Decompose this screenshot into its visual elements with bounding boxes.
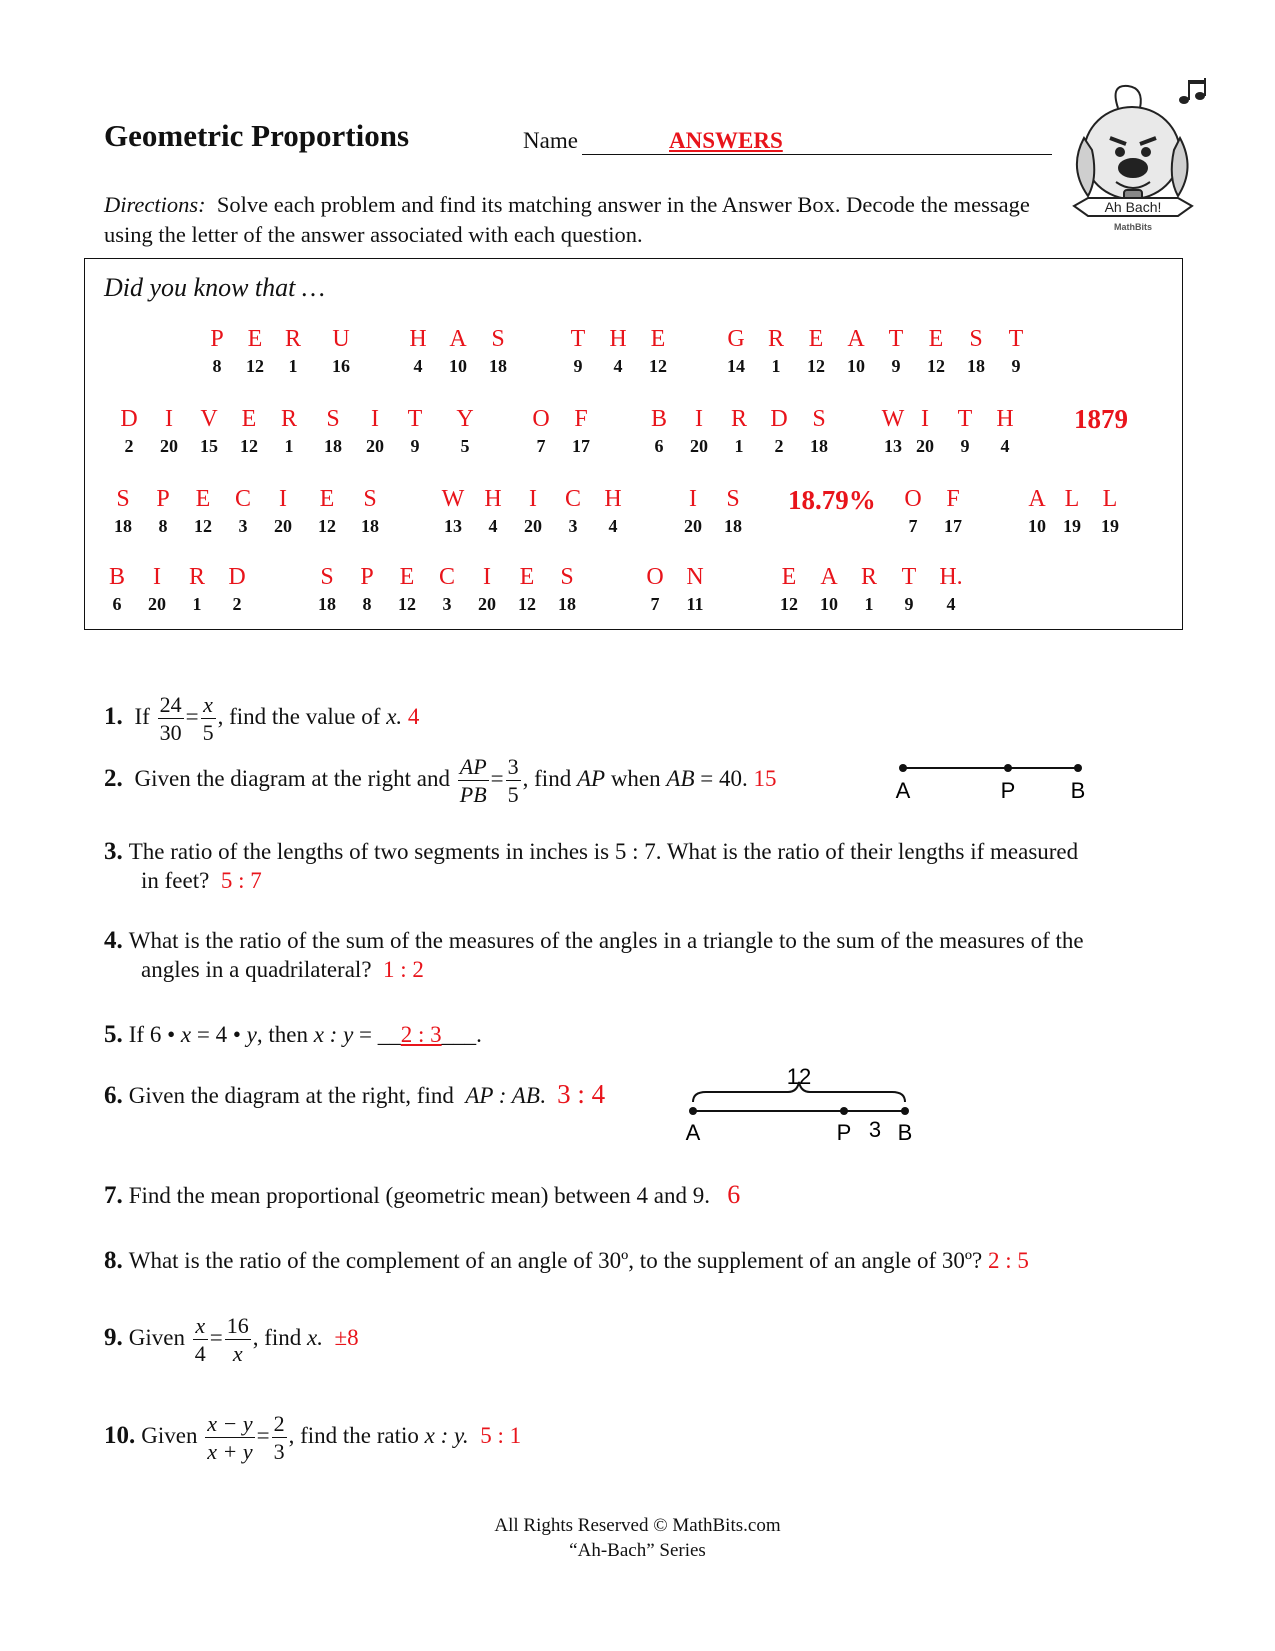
page-title: Geometric Proportions xyxy=(104,118,410,153)
decoder-letter: L xyxy=(1102,486,1118,512)
decoder-letter: S xyxy=(320,564,334,590)
decoder-letter: O xyxy=(532,406,550,432)
decoder-letter: E xyxy=(399,564,415,590)
answer-1: 4 xyxy=(407,703,420,729)
decoder-number: 1 xyxy=(734,436,744,456)
directions-label: Directions: xyxy=(104,192,206,217)
name-field[interactable] xyxy=(582,124,1052,155)
decoder-number: 7 xyxy=(908,516,918,536)
decoder-number: 9 xyxy=(573,356,583,376)
decoder-number: 1 xyxy=(864,594,874,614)
decoder-number: 4 xyxy=(608,516,618,536)
decoder-number: 9 xyxy=(410,436,420,456)
decoder-number: 18 xyxy=(489,356,507,376)
name-value: ANSWERS xyxy=(669,128,783,153)
decoder-number: 3 xyxy=(238,516,248,536)
decoder-letter: T xyxy=(901,564,917,590)
name-label: Name xyxy=(523,128,578,153)
copyright: All Rights Reserved © MathBits.com xyxy=(494,1515,781,1536)
decoder-number: 8 xyxy=(212,356,222,376)
decoder-number: 18 xyxy=(324,436,342,456)
decoder-number: 18 xyxy=(318,594,336,614)
decoder-number: 15 xyxy=(200,436,218,456)
decoder-letter: E xyxy=(241,406,257,432)
decoder-number: 6 xyxy=(654,436,664,456)
decoder-number: 7 xyxy=(650,594,660,614)
decoder-letter: I xyxy=(689,486,697,512)
answer-box-heading: Did you know that … xyxy=(104,273,325,302)
decoder-number: 13 xyxy=(884,436,902,456)
decoder-letter: A xyxy=(820,564,838,590)
decoder-number: 9 xyxy=(1011,356,1021,376)
fraction: $\frac{16}{x}$ xyxy=(226,1313,249,1366)
percent-18-79: 18.79% xyxy=(788,485,876,515)
decoder-number: 20 xyxy=(916,436,934,456)
decoder-number: 4 xyxy=(1000,436,1010,456)
decoder-number: 16 xyxy=(332,356,350,376)
decoder-letter: T xyxy=(888,326,904,352)
decoder-number: 20 xyxy=(148,594,166,614)
answer-4: 1 : 2 xyxy=(383,957,424,982)
question-10: 10. Given $\frac{x - y}{x + y}$ = $\frac{2}{3}$ , find the ratio x : y. 5 : 1 xyxy=(104,1411,522,1464)
decoder-letter: S xyxy=(726,486,740,512)
decoder-number: 10 xyxy=(820,594,838,614)
decoder-number: 20 xyxy=(160,436,178,456)
decoder-number: 13 xyxy=(444,516,462,536)
decoder-number: 5 xyxy=(460,436,470,456)
decoder-letter: T xyxy=(957,406,973,432)
decoder-number: 10 xyxy=(1028,516,1046,536)
decoder-number: 12 xyxy=(318,516,336,536)
decoder-letter: H xyxy=(604,486,622,512)
decoder-number: 17 xyxy=(944,516,962,536)
point-a-label: A xyxy=(895,778,911,803)
fraction: $\frac{AP}{PB}$ xyxy=(459,754,487,807)
decoder-number: 12 xyxy=(927,356,945,376)
point-b-label: B xyxy=(897,1120,913,1145)
decoder-letter: D xyxy=(228,564,246,590)
decoder-letter: U xyxy=(332,326,350,352)
point-b-label: B xyxy=(1070,778,1086,803)
decoder-letter: F xyxy=(946,486,960,512)
decoder-letter: I xyxy=(921,406,929,432)
decoder-letter: F xyxy=(574,406,588,432)
question-8: 8. What is the ratio of the complement of an angle of 30º, to the supplement of an angle of 30º? 2 : 5 xyxy=(104,1247,1029,1274)
decoder-letter: E xyxy=(519,564,535,590)
decoder-letter: T xyxy=(570,326,586,352)
decoder-number: 8 xyxy=(158,516,168,536)
decoder-letter: S xyxy=(491,326,505,352)
decoder-letter: C xyxy=(564,486,581,512)
decoder-number: 20 xyxy=(274,516,292,536)
decoder-number: 14 xyxy=(727,356,745,376)
decoder-letter: I xyxy=(529,486,537,512)
decoder-number: 18 xyxy=(114,516,132,536)
answer-2: 15 xyxy=(753,765,777,791)
decoder-number: 1 xyxy=(288,356,298,376)
decoder-letter: B xyxy=(650,406,667,432)
answer-5: 2 : 3 xyxy=(400,1022,442,1047)
decoder-letter: S xyxy=(116,486,130,512)
question-2: 2. Given the diagram at the right and $\frac{AP}{PB}$ = $\frac{3}{5}$ , find AP when AB = 40. 15 xyxy=(104,754,777,807)
decoder-number: 19 xyxy=(1101,516,1119,536)
decoder-number: 9 xyxy=(891,356,901,376)
decoder-number: 4 xyxy=(413,356,423,376)
decoder-number: 20 xyxy=(684,516,702,536)
logo-text: Ah Bach! xyxy=(1104,199,1162,215)
decoder-number: 20 xyxy=(366,436,384,456)
decoder-letter: I xyxy=(153,564,161,590)
decoder-number: 1 xyxy=(771,356,781,376)
decoder-letter: C xyxy=(234,486,251,512)
decoder-number: 10 xyxy=(449,356,467,376)
decoder-letter: T xyxy=(407,406,423,432)
fraction: $\frac{2}{3}$ xyxy=(273,1411,285,1464)
decoder-letter: G xyxy=(727,326,745,352)
decoder-letter: V xyxy=(200,406,218,432)
point-a-label: A xyxy=(685,1120,701,1145)
decoder-letter: P xyxy=(360,564,374,590)
fraction: $\frac{x - y}{x + y}$ xyxy=(207,1411,253,1464)
directions xyxy=(104,190,1064,250)
point-p-label: P xyxy=(836,1120,852,1145)
logo-subtext: MathBits xyxy=(1114,222,1152,232)
decoder-number: 12 xyxy=(240,436,258,456)
fraction: $\frac{24}{30}$ xyxy=(159,692,182,745)
question-1: 1. If $\frac{24}{30}$ = $\frac{x}{5}$ , find the value of x. 4 xyxy=(104,692,420,745)
total-length-label: 12 xyxy=(786,1064,812,1089)
answer-3: 5 : 7 xyxy=(220,868,262,893)
decoder-number: 6 xyxy=(112,594,122,614)
decoder-letter: H xyxy=(409,326,427,352)
decoder-letter: E xyxy=(650,326,666,352)
decoder-number: 12 xyxy=(194,516,212,536)
decoder-letter: L xyxy=(1064,486,1080,512)
decoder-letter: R xyxy=(188,564,205,590)
decoder-number: 3 xyxy=(568,516,578,536)
decoder-letter: D xyxy=(770,406,788,432)
decoder-letter: S xyxy=(560,564,574,590)
decoder-letter: I xyxy=(165,406,173,432)
segment-diagram-brace xyxy=(680,1060,920,1150)
decoder-letter: H xyxy=(609,326,627,352)
decoder-letter: H xyxy=(996,406,1014,432)
decoder-letter: R xyxy=(730,406,747,432)
directions-text: Solve each problem and find its matching answer in the Answer Box. Decode the message using the letter of the answer associated with each question. xyxy=(104,192,1030,247)
decoder-letter: W xyxy=(881,406,905,432)
decoder-letter: S xyxy=(363,486,377,512)
question-7: 7. Find the mean proportional (geometric mean) between 4 and 9. 6 xyxy=(104,1180,741,1209)
decoder-number: 3 xyxy=(442,594,452,614)
decoder-letter: P xyxy=(156,486,170,512)
question-9: 9. Given $\frac{x}{4}$ = $\frac{16}{x}$ , find x. ±8 xyxy=(104,1313,359,1366)
year-1879: 1879 xyxy=(1074,404,1128,434)
decoder-number: 12 xyxy=(518,594,536,614)
decoder-letter: D xyxy=(120,406,138,432)
decoder-number: 20 xyxy=(524,516,542,536)
decoder-number: 11 xyxy=(686,594,704,614)
fraction: $\frac{3}{5}$ xyxy=(507,754,519,807)
decoder-letter: R xyxy=(284,326,301,352)
answer-6: 3 : 4 xyxy=(557,1079,606,1109)
decoder-number: 18 xyxy=(558,594,576,614)
decoder-number: 2 xyxy=(774,436,784,456)
decoder-letter: A xyxy=(1028,486,1046,512)
decoder-letter: P xyxy=(210,326,224,352)
decoder-letter: A xyxy=(449,326,467,352)
decoder-number: 12 xyxy=(807,356,825,376)
decoder-letter: S xyxy=(969,326,983,352)
decoder-number: 9 xyxy=(960,436,970,456)
decoder-number: 9 xyxy=(904,594,914,614)
decoder-number: 2 xyxy=(124,436,134,456)
decoder-letter: O xyxy=(904,486,922,512)
part-length-label: 3 xyxy=(868,1117,882,1142)
decoder-letter: R xyxy=(767,326,784,352)
decoder-number: 1 xyxy=(192,594,202,614)
series-label: “Ah-Bach” Series xyxy=(569,1540,706,1561)
decoder-letter: I xyxy=(371,406,379,432)
question-6: 6. Given the diagram at the right, find AP : AB. 3 : 4 xyxy=(104,1079,606,1109)
point-p-label: P xyxy=(1000,778,1016,803)
decoder-letter: H xyxy=(484,486,502,512)
decoder-number: 8 xyxy=(362,594,372,614)
answer-10: 5 : 1 xyxy=(480,1422,522,1448)
decoder-number: 7 xyxy=(536,436,546,456)
decoder-number: 12 xyxy=(246,356,264,376)
decoder-letter: I xyxy=(695,406,703,432)
decoder-number: 2 xyxy=(232,594,242,614)
decoder-letter: N xyxy=(686,564,704,590)
decoder-number: 20 xyxy=(690,436,708,456)
decoder-letter: E xyxy=(247,326,263,352)
decoder-number: 18 xyxy=(724,516,742,536)
decoder-number: 1 xyxy=(284,436,294,456)
question-3: 3. The ratio of the lengths of two segments in inches is 5 : 7. What is the ratio of their lengths if measured in feet? 5 : 7 xyxy=(104,838,1079,893)
decoder-letter: E xyxy=(781,564,797,590)
decoder-letter: E xyxy=(319,486,335,512)
decoder-letter: O xyxy=(646,564,664,590)
decoder-letter: S xyxy=(812,406,826,432)
decoder-number: 4 xyxy=(946,594,956,614)
answer-7: 6 xyxy=(727,1180,741,1209)
decoder-number: 18 xyxy=(967,356,985,376)
decoder-number: 19 xyxy=(1063,516,1081,536)
answer-9: ±8 xyxy=(334,1324,359,1350)
decoder-number: 18 xyxy=(810,436,828,456)
fraction: $\frac{x}{5}$ xyxy=(202,692,214,745)
decoder-number: 4 xyxy=(488,516,498,536)
footer xyxy=(0,1513,1275,1563)
decoder-letter: E xyxy=(928,326,944,352)
decoder-letter: R xyxy=(860,564,877,590)
decoder-letter: I xyxy=(483,564,491,590)
decoder-number: 18 xyxy=(361,516,379,536)
ah-bach-logo xyxy=(1070,78,1210,236)
question-4: 4. What is the ratio of the sum of the measures of the angles in a triangle to the sum of the measures of the angles in a quadrilateral? 1 : 2 xyxy=(104,927,1084,982)
decoder-letter: S xyxy=(326,406,340,432)
decoder-letter: W xyxy=(441,486,465,512)
decoder-letter: A xyxy=(847,326,865,352)
decoder-letter: E xyxy=(808,326,824,352)
decoder-number: 12 xyxy=(649,356,667,376)
decoder-number: 4 xyxy=(613,356,623,376)
decoder-number: 12 xyxy=(780,594,798,614)
decoder-number: 20 xyxy=(478,594,496,614)
decoder-letter: E xyxy=(195,486,211,512)
decoder-number: 10 xyxy=(847,356,865,376)
decoder-letter: C xyxy=(438,564,455,590)
answer-8: 2 : 5 xyxy=(988,1248,1029,1273)
question-5: 5. If 6 • x = 4 • y, then x : y = __2 : 3___. xyxy=(104,1021,482,1048)
decoder-letter: H. xyxy=(939,564,963,590)
decoder-letter: R xyxy=(280,406,297,432)
decoder-letter: Y xyxy=(456,406,474,432)
decoder-number: 12 xyxy=(398,594,416,614)
segment-diagram-apb xyxy=(890,760,1090,810)
decoder-number: 17 xyxy=(572,436,590,456)
decoder-letter: B xyxy=(108,564,125,590)
fraction: $\frac{x}{4}$ xyxy=(194,1313,206,1366)
decoder-letter: T xyxy=(1008,326,1024,352)
decoder-letter: I xyxy=(279,486,287,512)
